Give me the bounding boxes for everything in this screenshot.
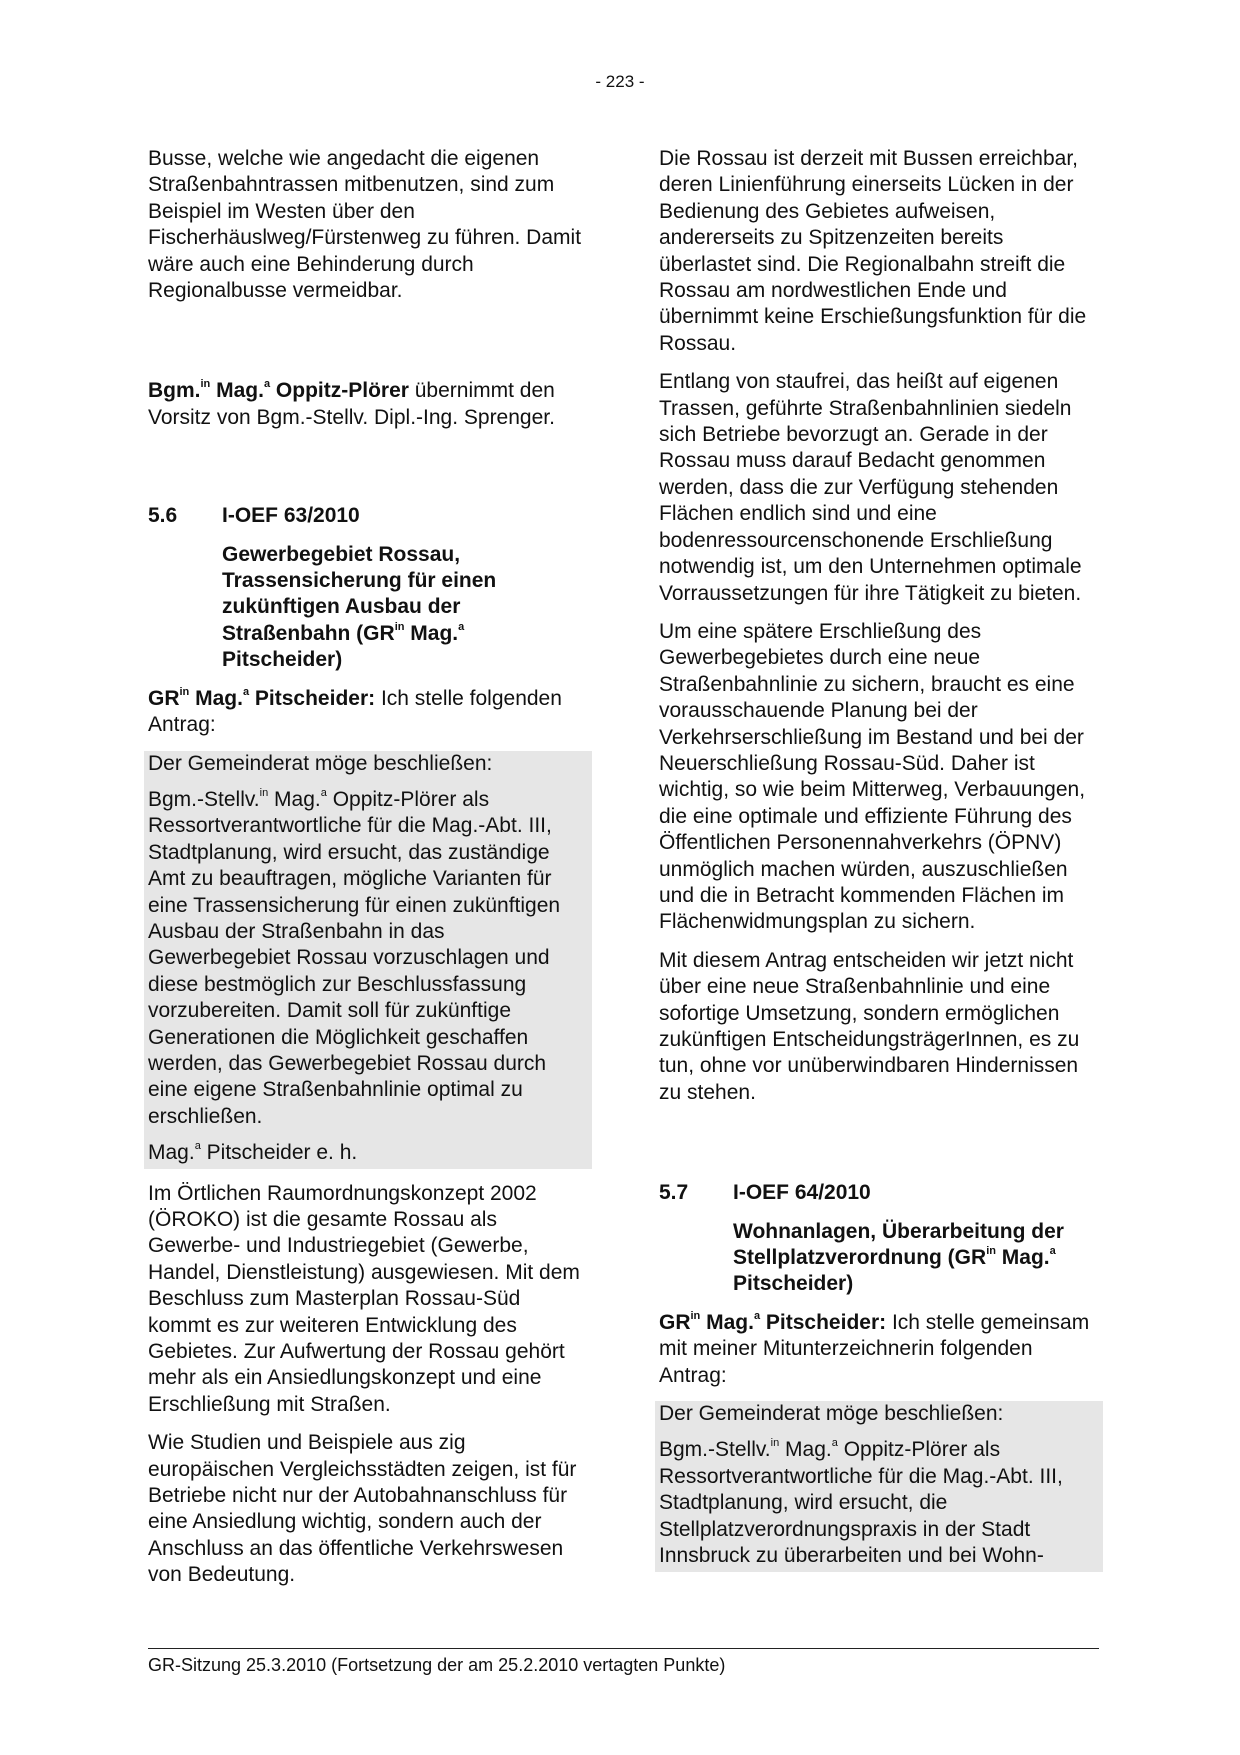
speaker-gr: GR	[148, 686, 180, 710]
section-heading-5-7	[659, 1180, 1099, 1206]
section-title-5-7	[733, 1219, 1099, 1298]
motion-body-mag-sup: a	[831, 1437, 838, 1450]
section-title-mag: Mag.	[995, 1246, 1050, 1270]
speaker-name: Pitscheider:	[249, 686, 376, 710]
motion-body-prefix: Bgm.-Stellv.	[659, 1438, 771, 1462]
motion-body-mag: Mag.	[779, 1438, 832, 1462]
section-title-text: Wohnanlagen, Überarbeitung der Stellplatzverordnung (GR	[733, 1219, 1064, 1270]
chair-text: übernimmt den Vorsitz von Bgm.-Stellv. Dipl.-Ing. Sprenger.	[148, 379, 555, 429]
section-code: I-OEF 64/2010	[733, 1181, 871, 1205]
paragraph-rossau-busse: Die Rossau ist derzeit mit Bussen erreichbar, deren Linienführung einerseits Lücken in der Bedienung des Gebietes aufweisen, andererseits zu Spitzenzeiten bereits überlastet sind. Die Regionalbahn streift die Rossau am nordwestlichen Ende und übernimmt keine Erschießungsfunktion für die Rossau.	[659, 147, 1087, 355]
paragraph-busse: Busse, welche wie angedacht die eigenen Straßenbahntrassen mitbenutzen, sind zum Beispiel im Westen über den Fischerhäuslweg/Fürstenweg zu führen. Damit wäre auch eine Behinderung durch Regionalbusse vermeidbar.	[148, 147, 582, 303]
speaker-name: Pitscheider:	[760, 1310, 887, 1334]
paragraph-studien: Wie Studien und Beispiele aus zig europäischen Vergleichsstädten zeigen, ist für Betriebe nicht nur der Autobahnanschluss für eine Ansiedlung wichtig, sondern auch der Anschluss an das öffentliche Verkehrswesen von Bedeutung.	[148, 1431, 577, 1587]
motion-body-mag: Mag.	[268, 787, 321, 811]
speaker-statement	[659, 1310, 1099, 1389]
motion-body	[659, 1437, 1099, 1569]
speaker-mag: Mag.	[700, 1310, 754, 1334]
speaker-mag: Mag.	[189, 686, 243, 710]
motion-intro: Der Gemeinderat möge beschließen:	[659, 1402, 1004, 1426]
footer-divider	[148, 1648, 1099, 1649]
section-title-end: Pitscheider)	[222, 648, 343, 672]
motion-body-text: Oppitz-Plörer als Ressortverantwortliche für die Mag.-Abt. III, Stadtplanung, wird ersucht, die Stellplatzverordnungspraxis in der Stadt Innsbruck zu überarbeiten und bei Wohn-	[659, 1438, 1063, 1568]
section-title-text: Gewerbegebiet Rossau, Trassensicherung für einen zukünftigen Ausbau der Straßenbahn (GR	[222, 542, 497, 645]
motion-body-mag-sup: a	[320, 786, 327, 799]
signature-mag: Mag.	[148, 1141, 195, 1165]
section-title-mag: Mag.	[404, 621, 459, 645]
motion-box-5-6	[144, 751, 592, 1169]
motion-intro: Der Gemeinderat möge beschließen:	[148, 751, 493, 775]
speaker-gr: GR	[659, 1310, 691, 1334]
section-title-sup: in	[986, 1245, 996, 1258]
section-title-5-6	[222, 542, 588, 674]
chair-mag-sup: a	[263, 378, 271, 391]
section-title-mag-sup: a	[458, 620, 465, 633]
signature-text: Pitscheider e. h.	[200, 1141, 358, 1165]
paragraph-staufrei: Entlang von staufrei, das heißt auf eigenen Trassen, geführte Straßenbahnlinien siedeln sich Betriebe bevorzugt an. Gerade in der Rossau muss darauf Bedacht genommen werden, dass die zur Verfügung stehenden Flächen endlich sind und eine bodenressourcenschonende Erschließung notwendig ist, um den Unternehmen optimale Vorraussetzungen für ihre Tätigkeit zu bieten.	[659, 370, 1082, 605]
motion-signature	[148, 1140, 588, 1166]
speaker-gr-sup: in	[690, 1309, 701, 1322]
chair-title: Bgm.	[148, 379, 201, 403]
paragraph-erschliessung: Um eine spätere Erschließung des Gewerbegebietes durch eine neue Straßenbahnlinie zu sichern, braucht es eine vorausschauende Planung bei der Verkehrserschließung im Bestand und bei der Neuerschließung Rossau-Süd. Daher ist wichtig, so wie beim Mitterweg, Verbauungen, die eine optimale und effiziente Führung des Öffentlichen Personennahverkehrs (ÖPNV) unmöglich machen würden, auszuschließen und die in Betracht kommenden Flächen im Flächenwidmungsplan zu sichern.	[659, 619, 1086, 934]
speaker-statement	[148, 686, 588, 739]
left-column	[148, 146, 588, 1601]
motion-body	[148, 787, 588, 1130]
chair-change-note	[148, 378, 588, 431]
motion-body-sup: in	[770, 1437, 780, 1450]
motion-body-sup: in	[259, 786, 269, 799]
chair-title-sup: in	[200, 378, 211, 391]
paragraph-antrag: Mit diesem Antrag entscheiden wir jetzt nicht über eine neue Straßenbahnlinie und eine sofortige Umsetzung, sondern ermöglichen zukünftigen EntscheidungsträgerInnen, es zu tun, ohne vor unüberwindbaren Hindernissen zu stehen.	[659, 948, 1080, 1104]
section-title-end: Pitscheider)	[733, 1272, 854, 1296]
speaker-text: Ich stelle gemeinsam mit meiner Mitunterzeichnerin folgenden Antrag:	[659, 1310, 1090, 1387]
section-title-mag-sup: a	[1049, 1245, 1056, 1258]
speaker-mag-sup: a	[753, 1309, 761, 1322]
chair-mag: Mag.	[210, 379, 264, 403]
paragraph-oroko: Im Örtlichen Raumordnungskonzept 2002 (ÖROKO) ist die gesamte Rossau als Gewerbe- und Industriegebiet (Gewerbe, Handel, Dienstleistung) ausgewiesen. Mit dem Beschluss zum Masterplan Rossau-Süd kommt es zur weiteren Entwicklung des Gebietes. Zur Aufwertung der Rossau gehört mehr als ein Ansiedlungskonzept und eine Erschließung mit Straßen.	[148, 1181, 580, 1416]
page-number: - 223 -	[595, 72, 645, 91]
speaker-gr-sup: in	[179, 685, 190, 698]
section-number: 5.7	[659, 1181, 689, 1205]
speaker-mag-sup: a	[242, 685, 250, 698]
motion-body-text: Oppitz-Plörer als Ressortverantwortliche für die Mag.-Abt. III, Stadtplanung, wird ersucht, das zuständige Amt zu beauftragen, mögliche Varianten für eine Trassensicherung für einen zukünftigen Ausbau der Straßenbahn in das Gewerbegebiet Rossau vorzuschlagen und diese bestmöglich zur Beschlussfassung vorzubereiten. Damit soll für zukünftige Generationen die Möglichkeit geschaffen werden, das Gewerbegebiet Rossau durch eine eigene Straßenbahnlinie optimal zu erschließen.	[148, 787, 561, 1128]
section-title-sup: in	[394, 620, 405, 633]
speaker-text: Ich stelle folgenden Antrag:	[148, 686, 562, 737]
right-column	[659, 146, 1099, 1584]
section-heading-5-6	[148, 503, 588, 529]
footer-text: GR-Sitzung 25.3.2010 (Fortsetzung der am 25.2.2010 vertagten Punkte)	[148, 1655, 726, 1675]
section-number: 5.6	[148, 504, 178, 528]
motion-body-prefix: Bgm.-Stellv.	[148, 787, 260, 811]
chair-name: Oppitz-Plörer	[270, 379, 409, 403]
motion-box-5-7	[655, 1401, 1103, 1571]
section-code: I-OEF 63/2010	[222, 504, 360, 528]
signature-mag-sup: a	[194, 1140, 201, 1153]
